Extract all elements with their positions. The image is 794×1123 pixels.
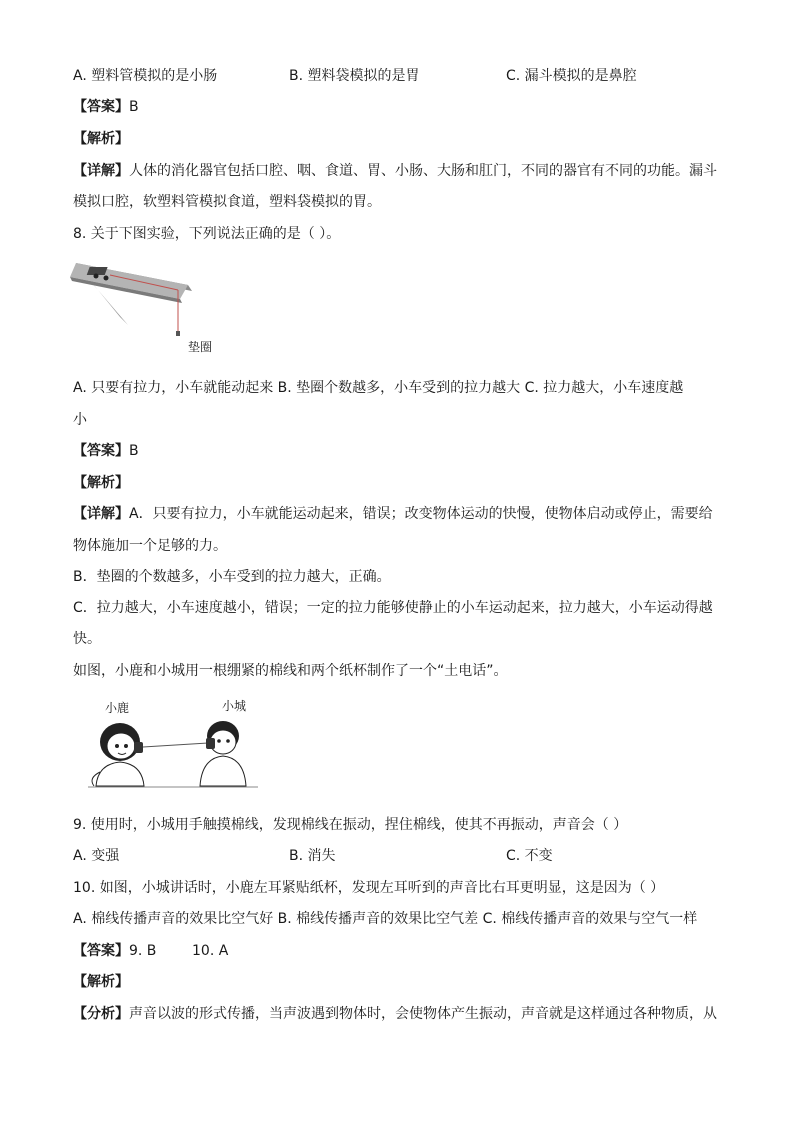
option-b: B. 消失 — [289, 848, 336, 864]
detail-text: 人体的消化器官包括口腔、咽、食道、胃、小肠、大肠和肛门，不同的器官有不同的功能。漏斗 — [129, 163, 717, 179]
cotton-string — [143, 743, 208, 747]
detail-text: A．只要有拉力，小车就能运动起来，错误；改变物体运动的快慢，使物体启动或停止，需要给 — [129, 506, 713, 522]
option-c: C. 漏斗模拟的是鼻腔 — [506, 68, 637, 84]
detail-tag: 【详解】 — [73, 163, 129, 179]
detail-line-1 — [73, 504, 713, 524]
fenxi-text: 声音以波的形式传播，当声波遇到物体时，会使物体产生振动，声音就是这样通过各种物质，从 — [129, 1006, 717, 1022]
name-xiaolu: 小鹿 — [105, 701, 130, 715]
detail-line-3: B．垫圈的个数越多，小车受到的拉力越大，正确。 — [73, 569, 391, 585]
detail-line-5: 快。 — [73, 631, 101, 647]
analysis-tag: 【解析】 — [73, 131, 129, 147]
phone-intro: 如图，小鹿和小城用一根绷紧的棉线和两个纸杯制作了一个“土电话”。 — [73, 663, 508, 679]
fenxi-line — [73, 1004, 717, 1024]
detail-line-1 — [73, 161, 717, 181]
answer-tag: 【答案】 — [73, 943, 129, 959]
fenxi-tag: 【分析】 — [73, 1006, 129, 1022]
paper-cup-right — [206, 738, 215, 749]
option-c: C. 不变 — [506, 848, 553, 864]
answer-tag: 【答案】 — [73, 99, 129, 115]
q8-options-line: A. 只要有拉力，小车就能动起来 B. 垫圈个数越多，小车受到的拉力越大 C. 拉力越大，小车速度越 — [73, 380, 684, 396]
cart-wheel — [104, 276, 109, 281]
option-b: B. 塑料袋模拟的是胃 — [289, 68, 420, 84]
boy-figure — [200, 721, 246, 786]
answer-row — [73, 441, 139, 461]
analysis-tag: 【解析】 — [73, 974, 129, 990]
washer-label: 垫圈 — [188, 340, 213, 354]
name-xiaocheng: 小城 — [222, 699, 247, 713]
detail-line-2: 物体施加一个足够的力。 — [73, 538, 227, 554]
q10-options-line: A. 棉线传播声音的效果比空气好 B. 棉线传播声音的效果比空气差 C. 棉线传播声音的效果与空气一样 — [73, 911, 698, 927]
detail-line-2: 模拟口腔，软塑料管模拟食道，塑料袋模拟的胃。 — [73, 194, 381, 210]
paper-cup-left — [134, 742, 143, 753]
cart-wheel — [94, 274, 99, 279]
answer-value: B — [129, 443, 139, 459]
analysis-tag: 【解析】 — [73, 475, 129, 491]
question-9: 9. 使用时，小城用手触摸棉线，发现棉线在振动，捏住棉线，使其不再振动，声音会（ ） — [73, 817, 628, 833]
answer-row — [73, 97, 139, 117]
answer-value: B — [129, 99, 139, 115]
answer-value: 9. B 10. A — [129, 943, 229, 959]
question-10: 10. 如图，小城讲话时，小鹿左耳紧贴纸杯，发现左耳听到的声音比右耳更明显，这是因为（ ） — [73, 880, 665, 896]
detail-tag: 【详解】 — [73, 506, 129, 522]
q8-options-wrap: 小 — [73, 412, 87, 428]
question-8: 8. 关于下图实验，下列说法正确的是（ ）。 — [73, 226, 341, 242]
option-a: A. 塑料管模拟的是小肠 — [73, 68, 218, 84]
answer-tag: 【答案】 — [73, 443, 129, 459]
answer-row — [73, 941, 228, 961]
option-a: A. 变强 — [73, 848, 120, 864]
detail-line-4: C．拉力越大，小车速度越小，错误；一定的拉力能够使静止的小车运动起来，拉力越大，小车运动得越 — [73, 600, 713, 616]
washer — [176, 331, 180, 336]
girl-figure — [92, 723, 144, 786]
string-telephone-figure — [88, 716, 258, 788]
